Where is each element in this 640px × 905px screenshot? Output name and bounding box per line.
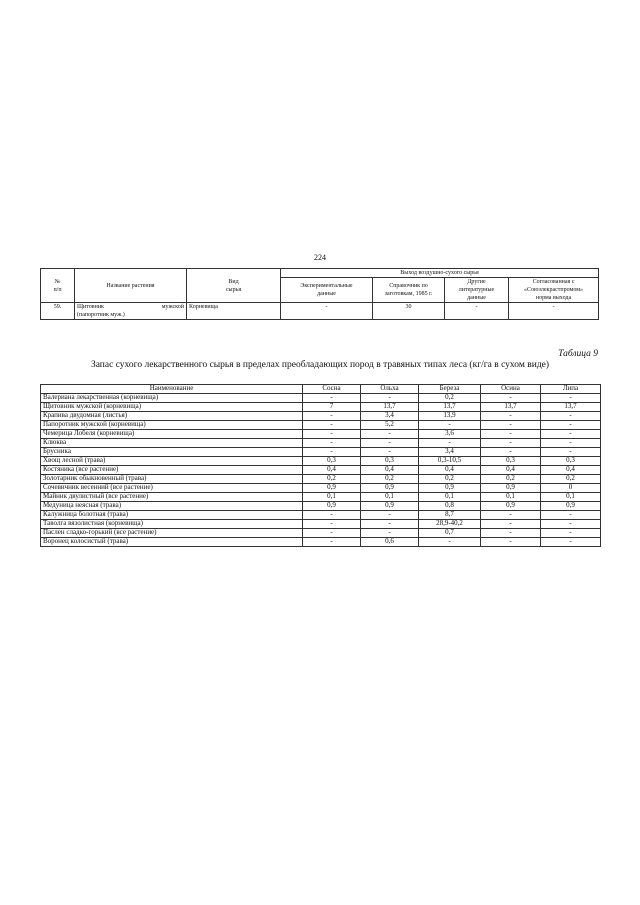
value-cell: - (541, 520, 601, 529)
value-cell: - (541, 529, 601, 538)
value-cell: - (541, 439, 601, 448)
table-row (41, 421, 601, 430)
value-cell: 3,4 (419, 448, 481, 457)
header-name: Название растения (75, 269, 187, 303)
value-cell: 13,7 (481, 403, 541, 412)
table-row (41, 484, 601, 493)
value-cell: 0,2 (419, 394, 481, 403)
value-cell: 28,9-40,2 (419, 520, 481, 529)
value-cell: 13,7 (419, 403, 481, 412)
value-cell: 0,9 (303, 502, 361, 511)
value-cell: - (481, 448, 541, 457)
table-row (41, 448, 601, 457)
table-row (41, 502, 601, 511)
value-cell: - (361, 430, 419, 439)
value-cell: - (303, 448, 361, 457)
header-agreed-norm: Согласованная с «Союзлекрастпромом» норма выхода (509, 278, 599, 303)
value-cell: 0,3 (541, 457, 601, 466)
value-cell: 0,1 (541, 493, 601, 502)
value-cell: - (303, 439, 361, 448)
value-cell: - (303, 412, 361, 421)
row-num: 59. (41, 303, 75, 320)
value-cell: 0,4 (541, 466, 601, 475)
value-cell: 0,4 (361, 466, 419, 475)
table-row (41, 493, 601, 502)
value-cell: 3,4 (361, 412, 419, 421)
value-cell: 0,4 (419, 466, 481, 475)
plant-name-cell: Брусника (41, 448, 303, 457)
value-cell: - (361, 529, 419, 538)
header-pine: Сосна (303, 385, 361, 394)
value-cell: - (303, 421, 361, 430)
row-handbook: 30 (373, 303, 445, 320)
value-cell: - (361, 511, 419, 520)
plant-name-cell: Крапива двудомная (листья) (41, 412, 303, 421)
table-row (41, 430, 601, 439)
value-cell: 13,7 (361, 403, 419, 412)
value-cell: - (303, 430, 361, 439)
plant-name-cell: Таволга вязолистная (корневища) (41, 520, 303, 529)
value-cell: 0,3 (303, 457, 361, 466)
header-name: Наименование (41, 385, 303, 394)
value-cell: 0,9 (361, 502, 419, 511)
value-cell: - (303, 538, 361, 547)
plant-name-cell: Паслен сладко-горький (все растение) (41, 529, 303, 538)
value-cell: - (481, 394, 541, 403)
value-cell: 13,7 (541, 403, 601, 412)
header-yield-group: Выход воздушно-сухого сырья (281, 269, 599, 278)
table-caption-label: Таблица 9 (558, 349, 598, 359)
value-cell: - (361, 448, 419, 457)
forest-stock-table (40, 384, 601, 547)
table-row (41, 529, 601, 538)
table-row (41, 457, 601, 466)
table-row (41, 303, 599, 320)
table-caption-title: Запас сухого лекарственного сырья в пределах преобладающих пород в травяных типах леса (кг/га в сухом виде) (90, 360, 550, 370)
value-cell: 0,1 (303, 493, 361, 502)
value-cell: - (481, 430, 541, 439)
plant-name-cell: Хвощ лесной (трава) (41, 457, 303, 466)
table-row (41, 538, 601, 547)
header-birch: Береза (419, 385, 481, 394)
plant-name-cell: Валериана лекарственная (корневища) (41, 394, 303, 403)
value-cell: 0,2 (481, 475, 541, 484)
value-cell: 8,7 (419, 511, 481, 520)
table-row (41, 466, 601, 475)
header-literature: Другие литературные данные (445, 278, 509, 303)
value-cell: - (303, 511, 361, 520)
value-cell: 0,1 (419, 493, 481, 502)
value-cell: - (541, 412, 601, 421)
plant-name-cell: Воронец колосистый (трава) (41, 538, 303, 547)
value-cell: 0,2 (303, 475, 361, 484)
header-alder: Ольха (361, 385, 419, 394)
value-cell: - (481, 439, 541, 448)
value-cell: - (541, 511, 601, 520)
header-handbook: Справочник по заготовкам, 1985 г. (373, 278, 445, 303)
row-experimental: - (281, 303, 373, 320)
value-cell: 0,4 (303, 466, 361, 475)
value-cell: - (541, 430, 601, 439)
value-cell: - (481, 412, 541, 421)
value-cell: - (419, 421, 481, 430)
table-row (41, 439, 601, 448)
header-linden: Липа (541, 385, 601, 394)
value-cell: 0,9 (481, 502, 541, 511)
value-cell: 0 (541, 484, 601, 493)
plant-yield-table (40, 268, 599, 320)
value-cell: - (303, 529, 361, 538)
value-cell: 0,8 (419, 502, 481, 511)
value-cell: - (481, 529, 541, 538)
value-cell: 0,9 (361, 484, 419, 493)
page-number: 224 (314, 253, 326, 262)
value-cell: - (541, 538, 601, 547)
table-row (41, 403, 601, 412)
value-cell: 3,6 (419, 430, 481, 439)
plant-name-cell: Папоротник мужской (корневища) (41, 421, 303, 430)
value-cell: 0,7 (419, 529, 481, 538)
table-row (41, 511, 601, 520)
value-cell: - (481, 511, 541, 520)
table-row (41, 520, 601, 529)
value-cell: 7 (303, 403, 361, 412)
header-experimental: Экспериментальные данные (281, 278, 373, 303)
plant-name-cell: Сочевичник весенний (все растение) (41, 484, 303, 493)
value-cell: 0,1 (481, 493, 541, 502)
value-cell: 0,9 (541, 502, 601, 511)
plant-name-cell: Майник двулистный (все растение) (41, 493, 303, 502)
value-cell: - (419, 538, 481, 547)
plant-name-cell: Чемерица Лобеля (корневища) (41, 430, 303, 439)
table-row (41, 412, 601, 421)
row-literature: - (445, 303, 509, 320)
value-cell: 0,4 (481, 466, 541, 475)
value-cell: - (541, 421, 601, 430)
row-agreed-norm: - (509, 303, 599, 320)
plant-name-cell: Калужница болотная (трава) (41, 511, 303, 520)
plant-name-cell: Щитовник мужской (корневища) (41, 403, 303, 412)
row-type: Корневища (187, 303, 281, 320)
header-num: № п/п (41, 269, 75, 303)
value-cell: - (481, 538, 541, 547)
value-cell: 0,1 (361, 493, 419, 502)
value-cell: - (303, 394, 361, 403)
value-cell: 0,3-10,5 (419, 457, 481, 466)
value-cell: 0,2 (419, 475, 481, 484)
plant-name-cell: Медуница неясная (трава) (41, 502, 303, 511)
value-cell: - (303, 520, 361, 529)
value-cell: 0,9 (303, 484, 361, 493)
value-cell: - (481, 520, 541, 529)
plant-name-cell: Золотарник обыкновенный (трава) (41, 475, 303, 484)
value-cell: 13,9 (419, 412, 481, 421)
value-cell: - (361, 394, 419, 403)
value-cell: 0,6 (361, 538, 419, 547)
value-cell: - (419, 439, 481, 448)
value-cell: 0,3 (361, 457, 419, 466)
value-cell: - (541, 394, 601, 403)
row-name: Щитовник мужской (папоротник муж.) (75, 303, 187, 320)
value-cell: 0,9 (481, 484, 541, 493)
plant-name-cell: Клюква (41, 439, 303, 448)
header-type: Вид сырья (187, 269, 281, 303)
value-cell: - (481, 421, 541, 430)
header-aspen: Осина (481, 385, 541, 394)
value-cell: - (361, 439, 419, 448)
value-cell: 0,3 (481, 457, 541, 466)
value-cell: - (361, 520, 419, 529)
value-cell: 5,2 (361, 421, 419, 430)
table-row (41, 475, 601, 484)
plant-name-cell: Костяника (все растение) (41, 466, 303, 475)
value-cell: - (541, 448, 601, 457)
value-cell: 0,2 (361, 475, 419, 484)
value-cell: 0,2 (541, 475, 601, 484)
table-row (41, 394, 601, 403)
value-cell: 0,9 (419, 484, 481, 493)
